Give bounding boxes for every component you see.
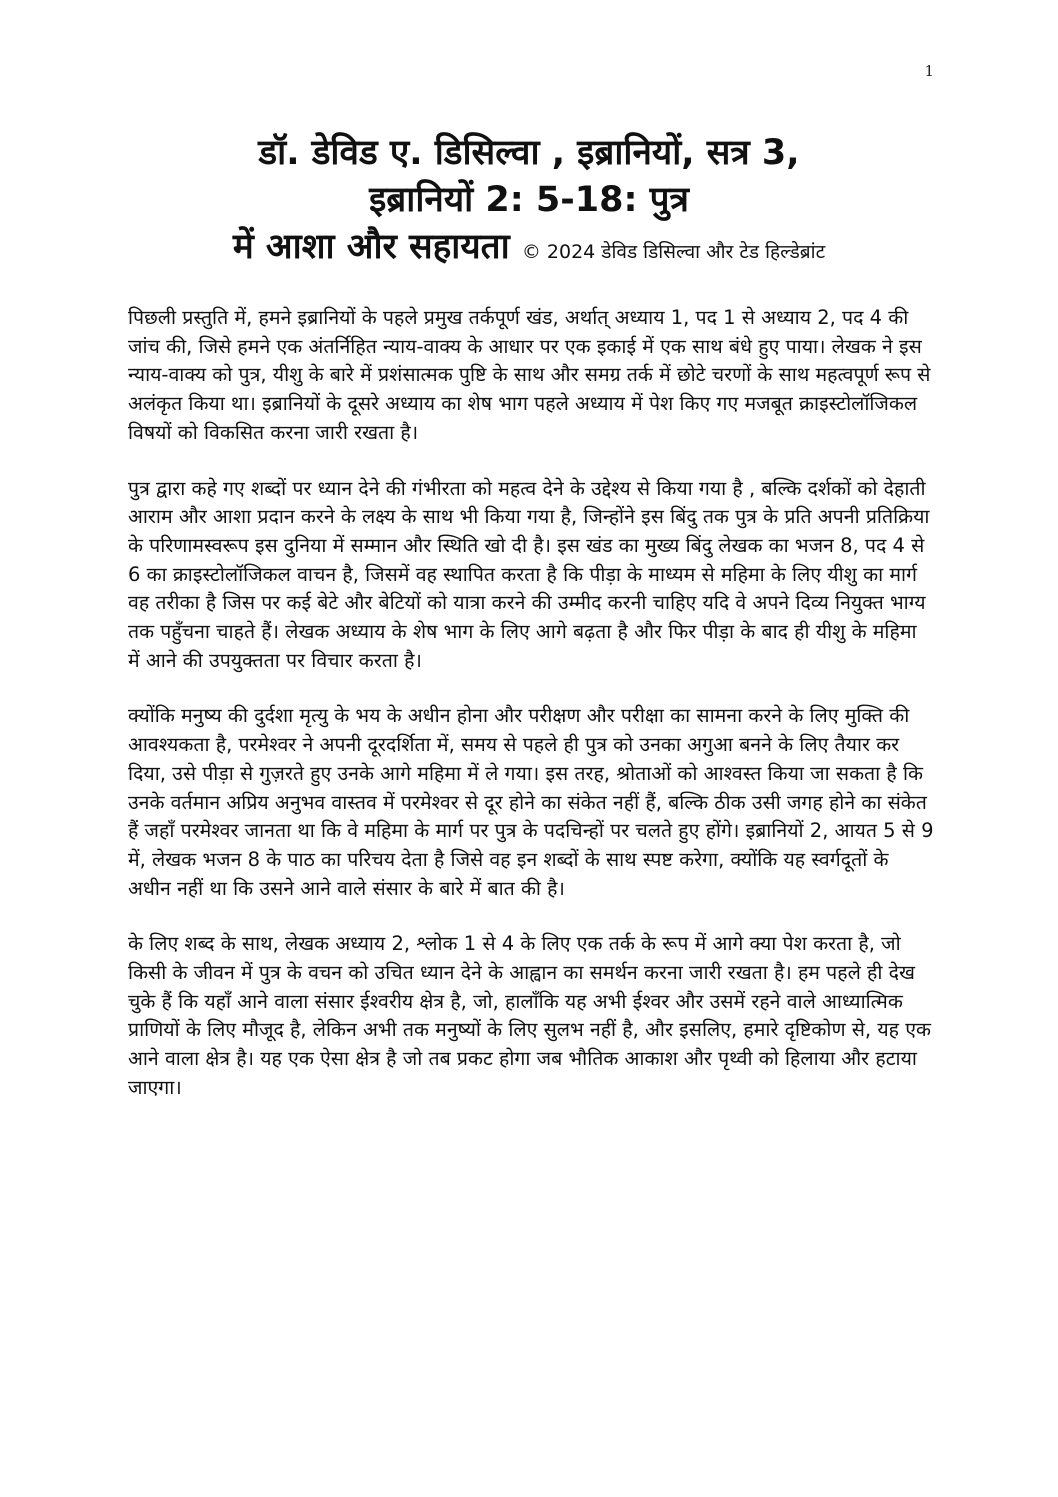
paragraph-4: के लिए शब्द के साथ, लेखक अध्याय 2, श्लोक 1 से 4 के लिए एक तर्क के रूप में आगे क्या पेश करता है, जो किसी के जीवन में पुत्र के वचन को उचित ध्यान देने के आह्वान का समर्थन करना जारी रखता है। हम पहले ही देख चुके हैं कि यहाँ आने वाला संसार ईश्वरीय क्षेत्र है, जो, हालाँकि यह अभी ईश्वर और उसमें रहने वाले आध्यात्मिक प्राणियों के लिए मौजूद है, लेकिन अभी तक मनुष्यों के लिए सुलभ नहीं है, और इसलिए, हमारे दृष्टिकोण से, यह एक आने वाला क्षेत्र है। यह एक ऐसा क्षेत्र है जो तब प्रकट होगा जब भौतिक आकाश और पृथ्वी को हिलाया और हटाया जाएगा। (128, 932, 931, 1099)
title-line-3 (100, 224, 958, 276)
title-line-2: इब्रानियों 2: 5-18: पुत्र (369, 180, 689, 220)
title-line-1: डॉ. डेविड ए. डिसिल्वा , इब्रानियों, सत्र 3, (258, 133, 800, 173)
paragraph-2: पुत्र द्वारा कहे गए शब्दों पर ध्यान देने की गंभीरता को महत्व देने के उद्देश्य से किया गया है , बल्कि दर्शकों को देहाती आराम और आशा प्रदान करने के लक्ष्य के साथ भी किया गया है, जिन्होंने इस बिंदु तक पुत्र के प्रति अपनी प्रतिक्रिया के परिणामस्वरूप इस दुनिया में सम्मान और स्थिति खो दी है। इस खंड का मुख्य बिंदु लेखक का भजन 8, पद 4 से 6 का क्राइस्टोलॉजिकल वाचन है, जिसमें वह स्थापित करता है कि पीड़ा के माध्यम से महिमा के लिए यीशु का मार्ग वह तरीका है जिस पर कई बेटे और बेटियों को यात्रा करने की उम्मीद करनी चाहिए यदि वे अपने दिव्य नियुक्त भाग्य तक पहुँचना चाहते हैं। लेखक अध्याय के शेष भाग के लिए आगे बढ़ता है और फिर पीड़ा के बाद ही यीशु के महिमा में आने की उपयुक्तता पर विचार करता है। (128, 476, 930, 672)
paragraph-3: क्योंकि मनुष्य की दुर्दशा मृत्यु के भय के अधीन होना और परीक्षण और परीक्षा का सामना करने के लिए मुक्ति की आवश्यकता है, परमेश्वर ने अपनी दूरदर्शिता में, समय से पहले ही पुत्र को उनका अगुआ बनने के लिए तैयार कर दिया, उसे पीड़ा से गुज़रते हुए उनके आगे महिमा में ले गया। इस तरह, श्रोताओं को आश्वस्त किया जा सकता है कि उनके वर्तमान अप्रिय अनुभव वास्तव में परमेश्वर से दूर होने का संकेत नहीं हैं, बल्कि ठीक उसी जगह होने का संकेत हैं जहाँ परमेश्वर जानता था कि वे महिमा के मार्ग पर पुत्र के पदचिन्हों पर चलते हुए होंगे। इब्रानियों 2, आयत 5 से 9 में, लेखक भजन 8 के पाठ का परिचय देता है जिसे वह इन शब्दों के साथ स्पष्ट करेगा, क्योंकि यह स्वर्गदूतों के अधीन नहीं था कि उसने आने वाले संसार के बारे में बात की है। (128, 704, 934, 900)
title-line-3-text: में आशा और सहायता (232, 227, 510, 267)
page-number: 1 (924, 62, 934, 80)
paragraph-1: पिछली प्रस्तुति में, हमने इब्रानियों के पहले प्रमुख तर्कपूर्ण खंड, अर्थात् अध्याय 1, पद 1 से अध्याय 2, पद 4 की जांच की, जिसे हमने एक अंतर्निहित न्याय-वाक्य के आधार पर एक इकाई में एक साथ बंधे हुए पाया। लेखक ने इस न्याय-वाक्य को पुत्र, यीशु के बारे में प्रशंसात्मक पुष्टि के साथ और समग्र तर्क में छोटे चरणों के साथ महत्वपूर्ण रूप से अलंकृत किया था। इब्रानियों के दूसरे अध्याय का शेष भाग पहले अध्याय में पेश किए गए मजबूत क्राइस्टोलॉजिकल विषयों को विकसित करना जारी रखता है। (128, 306, 931, 444)
body-text (128, 304, 934, 1130)
document-title (100, 130, 958, 276)
copyright-notice: © 2024 डेविड डिसिल्वा और टेड हिल्डेब्रांट (521, 241, 826, 263)
